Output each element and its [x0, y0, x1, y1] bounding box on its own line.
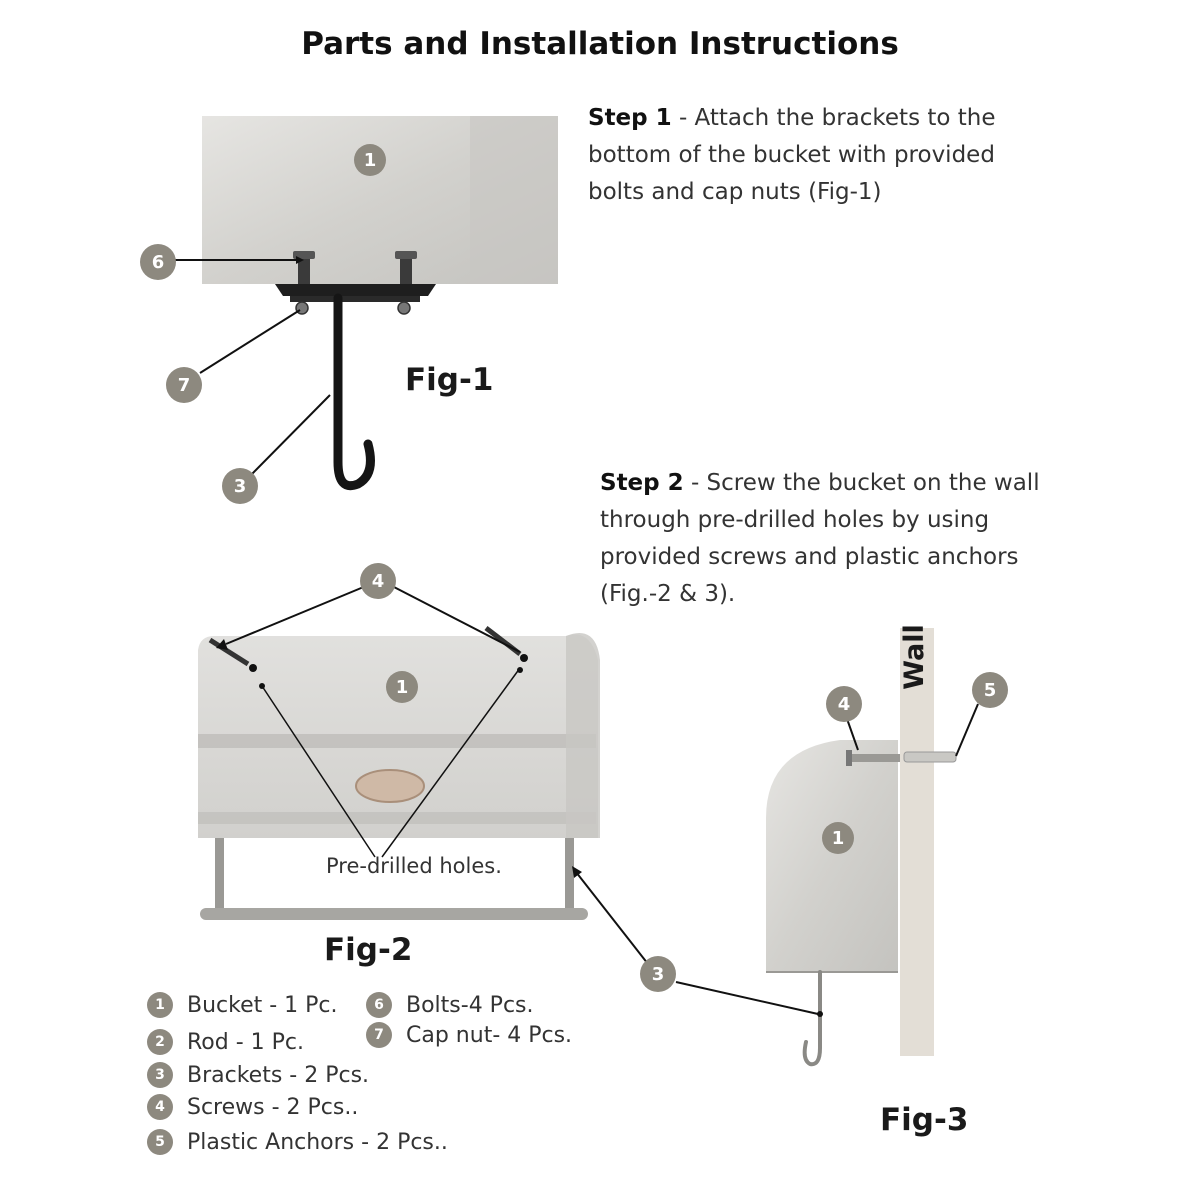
legend-text: Brackets - 2 Pcs. — [187, 1062, 370, 1088]
legend-text: Bucket - 1 Pc. — [187, 992, 338, 1018]
callout-badge: 4 — [826, 686, 862, 722]
legend-number: 7 — [366, 1022, 392, 1048]
fig-2-label: Fig-2 — [324, 932, 413, 968]
legend-item — [147, 992, 338, 1018]
callout-badge: 1 — [822, 822, 854, 854]
cap-nut — [398, 302, 410, 314]
bucket-band — [198, 734, 596, 748]
step-1-line: bolts and cap nuts (Fig-1) — [588, 179, 882, 205]
rack-leg — [565, 838, 574, 916]
step-2-line: provided screws and plastic anchors — [600, 544, 1019, 570]
legend-item — [147, 1094, 358, 1120]
step-1-line: - Attach the brackets to the — [671, 105, 996, 131]
hole-marker — [259, 683, 265, 689]
callout-badge: 6 — [140, 244, 176, 280]
callout-badge: 1 — [354, 144, 386, 176]
step-2-line: through pre-drilled holes by using — [600, 507, 990, 533]
page-title: Parts and Installation Instructions — [301, 26, 899, 62]
bracket-flange — [290, 296, 420, 302]
legend-item — [366, 1022, 572, 1048]
hole-marker — [817, 1011, 823, 1017]
step-2-line: - Screw the bucket on the wall — [683, 470, 1040, 496]
callout-line — [676, 982, 818, 1014]
legend-text: Rod - 1 Pc. — [187, 1029, 304, 1055]
bucket-band — [198, 812, 596, 824]
step-1-heading: Step 1 — [588, 105, 672, 131]
bucket-side — [766, 740, 898, 972]
plastic-anchor — [904, 752, 956, 762]
step-1-line: bottom of the bucket with provided — [588, 142, 995, 168]
legend-number: 2 — [147, 1029, 173, 1055]
fig-2-drawing — [198, 586, 648, 964]
callout-line — [200, 310, 300, 373]
callout-badge: 5 — [972, 672, 1008, 708]
legend-text: Cap nut- 4 Pcs. — [406, 1022, 573, 1048]
rod-hook — [805, 972, 820, 1064]
callout-line — [252, 395, 330, 474]
callout-badge: 3 — [640, 956, 676, 992]
legend-number: 3 — [147, 1062, 173, 1088]
rack-rail — [200, 908, 588, 920]
bracket-plate — [275, 284, 436, 296]
callout-badge: 4 — [360, 563, 396, 599]
pre-drilled-label: Pre-drilled holes. — [326, 854, 502, 878]
step-2-heading: Step 2 — [600, 470, 684, 496]
bucket-plaque — [356, 770, 424, 802]
legend-number: 1 — [147, 992, 173, 1018]
fig-3-label: Fig-3 — [880, 1102, 969, 1138]
callout-line — [576, 872, 648, 964]
legend-item — [147, 1029, 304, 1055]
legend-text: Bolts-4 Pcs. — [406, 992, 534, 1018]
step-2-line: (Fig.-2 & 3). — [600, 581, 736, 607]
screw-hole — [520, 654, 528, 662]
legend-item — [366, 992, 534, 1018]
hole-marker — [517, 667, 523, 673]
wall-label: Wall — [899, 624, 930, 690]
legend-text: Plastic Anchors - 2 Pcs.. — [187, 1129, 448, 1155]
legend-number: 5 — [147, 1129, 173, 1155]
callout-badge: 1 — [386, 671, 418, 703]
callout-line — [226, 586, 366, 644]
legend-number: 4 — [147, 1094, 173, 1120]
bucket-end-cap — [566, 633, 600, 838]
fig-1-label: Fig-1 — [405, 362, 494, 398]
legend-number: 6 — [366, 992, 392, 1018]
screw — [850, 754, 900, 762]
bucket-side-shade — [470, 116, 558, 284]
callout-line — [956, 704, 978, 756]
bolt-head — [395, 251, 417, 259]
rack-leg — [215, 838, 224, 916]
legend-item — [147, 1129, 448, 1155]
callout-badge: 3 — [222, 468, 258, 504]
callout-badge: 7 — [166, 367, 202, 403]
legend-text: Screws - 2 Pcs.. — [187, 1094, 359, 1120]
legend-item — [147, 1062, 369, 1088]
screw-hole — [249, 664, 257, 672]
screw-head — [846, 750, 852, 766]
bracket-hook — [338, 298, 370, 486]
